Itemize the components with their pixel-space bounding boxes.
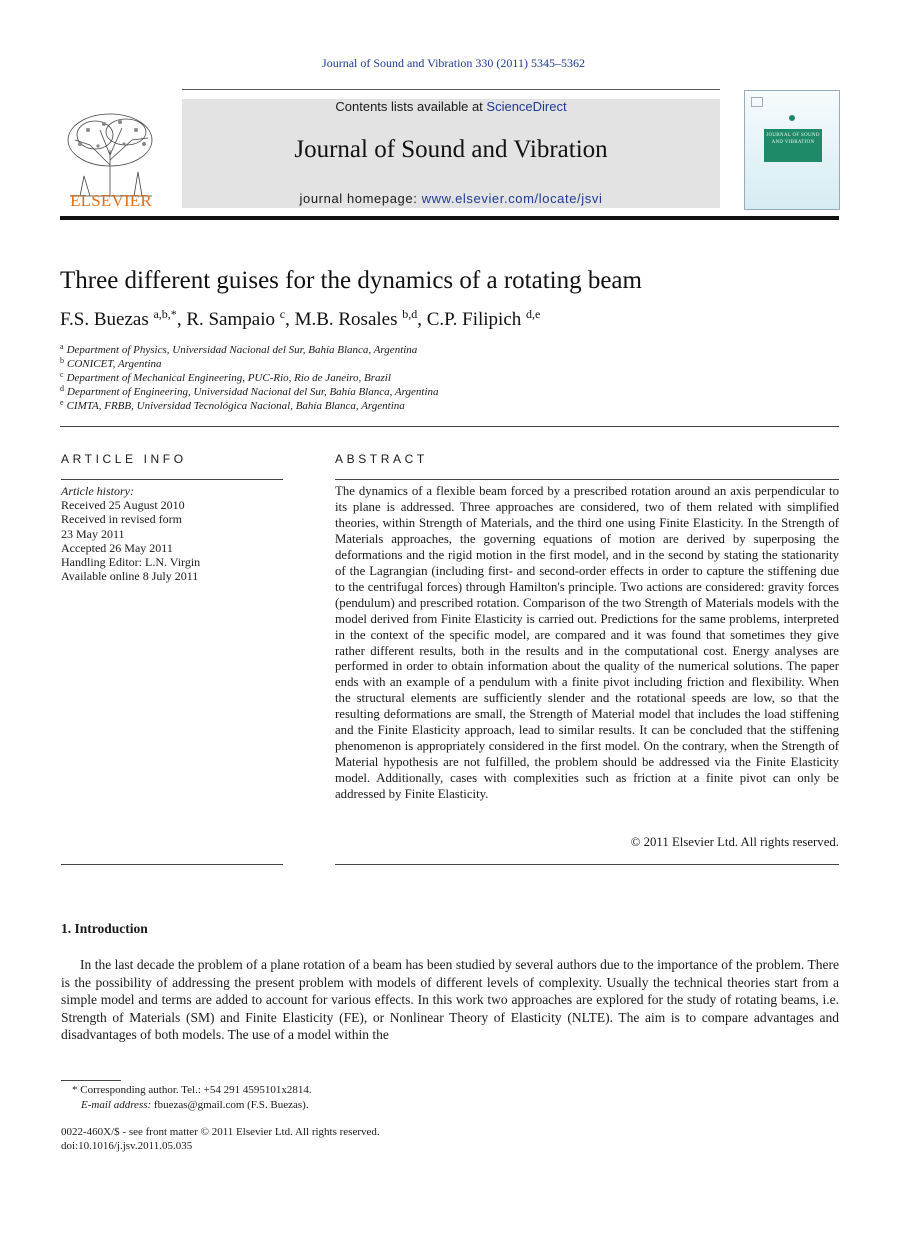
affiliation-item: [60, 356, 162, 370]
introduction-body: In the last decade the problem of a plane rotation of a beam has been studied by several authors due to the importance of the problem. There is the possibility of addressing the present problem with models of different levels of complexity. Usually the technical theories start from a simple model and terms are added to account for various effects. In this work two approaches are explored for the study of rotating beams, i.e. Strength of Materials (SM) and Finite Elasticity (FE), or Nonlinear Theory of Elasticity (NLTE). The aim is to compare advantages and disadvantages of both models. The use of a model within the: [61, 957, 839, 1043]
author-name: R. Sampaio: [186, 309, 275, 330]
author-name: F.S. Buezas: [60, 309, 149, 330]
history-heading: Article history:: [61, 484, 134, 498]
sciencedirect-link[interactable]: ScienceDirect: [486, 99, 567, 114]
email-address[interactable]: fbuezas@gmail.com (F.S. Buezas).: [151, 1099, 309, 1111]
history-item: Accepted 26 May 2011: [61, 540, 173, 555]
author-affiliation-mark[interactable]: c: [279, 307, 286, 321]
author-affiliation-mark[interactable]: b,d: [402, 307, 418, 321]
affiliation-mark: d: [60, 384, 64, 393]
journal-homepage-line: [182, 191, 720, 206]
affiliation-item: [60, 384, 439, 398]
affiliation-item: [60, 370, 391, 384]
contents-line: [182, 99, 720, 114]
affiliation-text: CONICET, Argentina: [67, 358, 162, 370]
author-name: M.B. Rosales: [294, 309, 398, 330]
article-history: [61, 484, 200, 583]
corresponding-author-note: * Corresponding author. Tel.: +54 291 4595101x2814.: [72, 1084, 312, 1096]
author-affiliation-mark[interactable]: d,e: [526, 307, 541, 321]
affiliation-mark: e: [60, 398, 64, 407]
cover-title: JOURNAL OF SOUND AND VIBRATION: [764, 129, 822, 162]
homepage-link[interactable]: www.elsevier.com/locate/jsvi: [421, 191, 603, 206]
affiliation-mark: b: [60, 356, 64, 365]
article-info-label: ARTICLE INFO: [61, 452, 187, 466]
journal-citation[interactable]: Journal of Sound and Vibration 330 (2011) 5345–5362: [322, 56, 585, 70]
history-item: Received in revised form: [61, 512, 182, 527]
author-name: C.P. Filipich: [426, 309, 522, 330]
homepage-prefix: journal homepage:: [299, 191, 422, 206]
issn-line: 0022-460X/$ - see front matter © 2011 Elsevier Ltd. All rights reserved.: [61, 1126, 380, 1138]
publisher-logo-text: ELSEVIER: [70, 191, 152, 210]
author-separator: ,: [176, 309, 187, 330]
author-separator: ,: [285, 309, 295, 330]
article-title: Three different guises for the dynamics of a rotating beam: [60, 267, 642, 294]
history-item: Available online 8 July 2011: [61, 569, 199, 584]
history-item: Handling Editor: L.N. Virgin: [61, 555, 201, 570]
cover-emblem-icon: [789, 115, 795, 121]
journal-cover-thumbnail: [744, 90, 840, 210]
abstract-text: The dynamics of a flexible beam forced by a prescribed rotation around an axis perpendicular to its plane is addressed. Three approaches are considered, two of them related with simplified theories, within Strength of Materials, and the third one using Finite Elasticity. In the Strength of Materials approaches, the governing equations of motion are derived by superposing the deformations and the rigid motion in the first model, and in the second by stating the stationarity of the Lagrangian (including first- and second-order effects in order to capture the stiffening due to the centrifugal forces) through Hamilton's principle. Two actions are considered: gravity forces (pendulum) and prescribed rotation. Comparison of the two Strength of Materials models with the model derived from Finite Elasticity is carried out. Predictions for the same problems, interpreted in the context of the specific model, are compared and it was found that sometimes they give rather different results, both in the results and in the computational cost. Energy analyses are performed in order to obtain information about the quality of the numerical solutions. The paper ends with an example of a pendulum with a finite pivot including friction and flexibility. When the structural elements are sufficiently slender and the rotational speeds are low, so that the resulting deformations are small, the Strength of Material model that includes the load stiffening and the Finite Elasticity approach, lead to similar results. It can be concluded that the stiffening phenomenon is appropriately considered in the first model. On the contrary, when the Strength of Material hypothesis are not fulfilled, the problem should be addressed via the Finite Elasticity model. Additionally, cases with complexities such as friction at a finite pivot can only be addressed by Finite Elasticity.: [335, 484, 839, 802]
affiliation-text: Department of Engineering, Universidad Nacional del Sur, Bahía Blanca, Argentina: [67, 386, 439, 398]
abstract-rule: [335, 479, 839, 480]
affiliation-text: CIMTA, FRBB, Universidad Tecnológica Nacional, Bahía Blanca, Argentina: [66, 400, 405, 412]
header-top-rule: [182, 89, 720, 90]
email-note: [81, 1099, 309, 1111]
history-item: 23 May 2011: [61, 526, 125, 541]
introduction-heading: 1. Introduction: [61, 921, 148, 936]
journal-name: Journal of Sound and Vibration: [294, 136, 608, 163]
article-info-bottom-rule: [61, 864, 283, 865]
author-separator: ,: [417, 309, 427, 330]
affiliation-text: Department of Mechanical Engineering, PUC-Rio, Rio de Janeiro, Brazil: [66, 372, 391, 384]
author-affiliation-mark[interactable]: a,b,*: [153, 307, 177, 321]
history-list: [61, 498, 200, 583]
header-rule: [60, 216, 839, 220]
abstract-bottom-rule: [335, 864, 839, 865]
abstract-label: ABSTRACT: [335, 452, 428, 466]
section-rule: [60, 426, 839, 427]
affiliation-item: [60, 342, 417, 356]
cover-logo-icon: [751, 97, 763, 107]
affiliation-item: [60, 398, 405, 412]
author-list: [60, 307, 540, 331]
affiliation-mark: c: [60, 370, 64, 379]
abstract-copyright: © 2011 Elsevier Ltd. All rights reserved.: [630, 835, 839, 849]
history-item: Received 25 August 2010: [61, 498, 185, 513]
doi-link[interactable]: doi:10.1016/j.jsv.2011.05.035: [61, 1140, 193, 1152]
affiliation-text: Department of Physics, Universidad Nacional del Sur, Bahía Blanca, Argentina: [66, 344, 418, 356]
contents-prefix: Contents lists available at: [335, 99, 487, 114]
email-label: E-mail address:: [81, 1099, 152, 1111]
footnote-rule: [61, 1080, 121, 1081]
affiliation-mark: a: [60, 342, 64, 351]
article-info-rule: [61, 479, 283, 480]
